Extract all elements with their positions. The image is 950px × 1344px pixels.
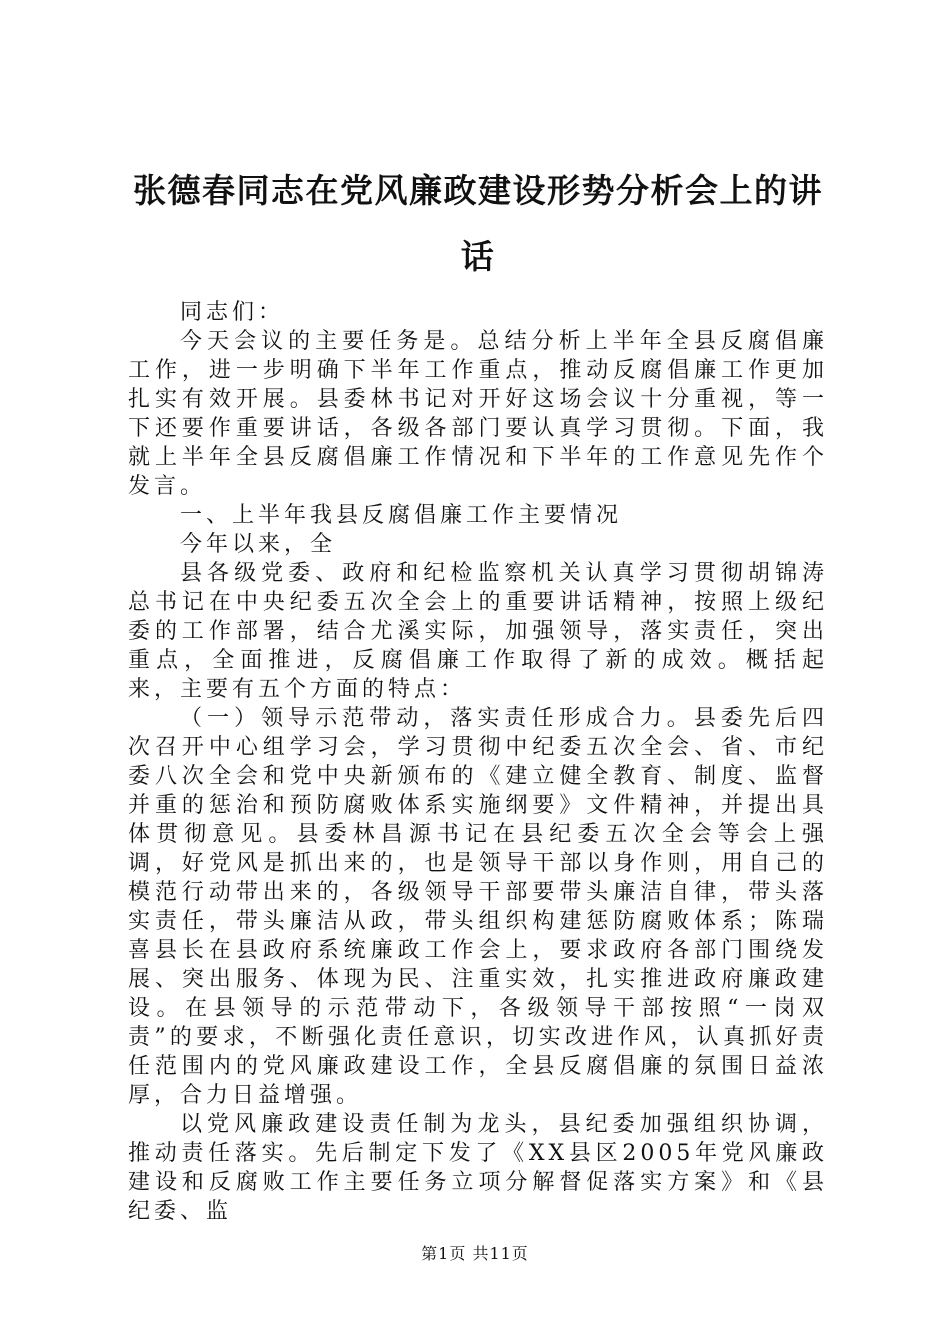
- paragraph-overview: 县各级党委、政府和纪检监察机关认真学习贯彻胡锦涛总书记在中央纪委五次全会上的重要讲话精神，按照上级纪委的工作部署，结合尤溪实际，加强领导，落实责任，突出重点，全面推进，反腐倡廉工作取得了新的成效。概括起来，主要有五个方面的特点：: [128, 561, 828, 702]
- paragraph-responsibility: 以党风廉政建设责任制为龙头，县纪委加强组织协调，推动责任落实。先后制定下发了《XX县区2005年党风廉政建设和反腐败工作主要任务立项分解督促落实方案》和《县纪委、监: [128, 1112, 828, 1224]
- section-heading: 一、上半年我县反腐倡廉工作主要情况: [180, 503, 623, 528]
- paragraph-intro: 今天会议的主要任务是。总结分析上半年全县反腐倡廉工作，进一步明确下半年工作重点，推动反腐倡廉工作更加扎实有效开展。县委林书记对开好这场会议十分重视，等一下还要作重要讲话，各级各部门要认真学习贯彻。下面，我就上半年全县反腐倡廉工作情况和下半年的工作意见先作个发言。: [128, 329, 828, 499]
- paragraph-point-one: （一）领导示范带动，落实责任形成合力。县委先后四次召开中心组学习会，学习贯彻中纪委五次全会、省、市纪委八次全会和党中央新颁布的《建立健全教育、制度、监督并重的惩治和预防腐败体系实施纲要》文件精神，并提出具体贯彻意见。县委林昌源书记在县纪委五次全会等会上强调，好党风是抓出来的，也是领导干部以身作则，用自己的模范行动带出来的，各级领导干部要带头廉洁自律，带头落实责任，带头廉洁从政，带头组织构建惩防腐败体系；陈瑞喜县长在县政府系统廉政工作会上，要求政府各部门围绕发展、突出服务、体现为民、注重实效，扎实推进政府廉政建设。在县领导的示范带动下，各级领导干部按照“一岗双责”的要求，不断强化责任意识，切实改进作风，认真抓好责任范围内的党风廉政建设工作，全县反腐倡廉的氛围日益浓厚，合力日益增强。: [128, 706, 828, 1108]
- salutation: 同志们：: [180, 300, 285, 325]
- document-title: 张德春同志在党风廉政建设形势分析会上的讲话: [133, 171, 823, 276]
- page-footer: 第1页 共11页: [421, 1244, 529, 1263]
- document-body: [128, 298, 828, 1226]
- paragraph-fragment: 今年以来，全: [180, 532, 337, 557]
